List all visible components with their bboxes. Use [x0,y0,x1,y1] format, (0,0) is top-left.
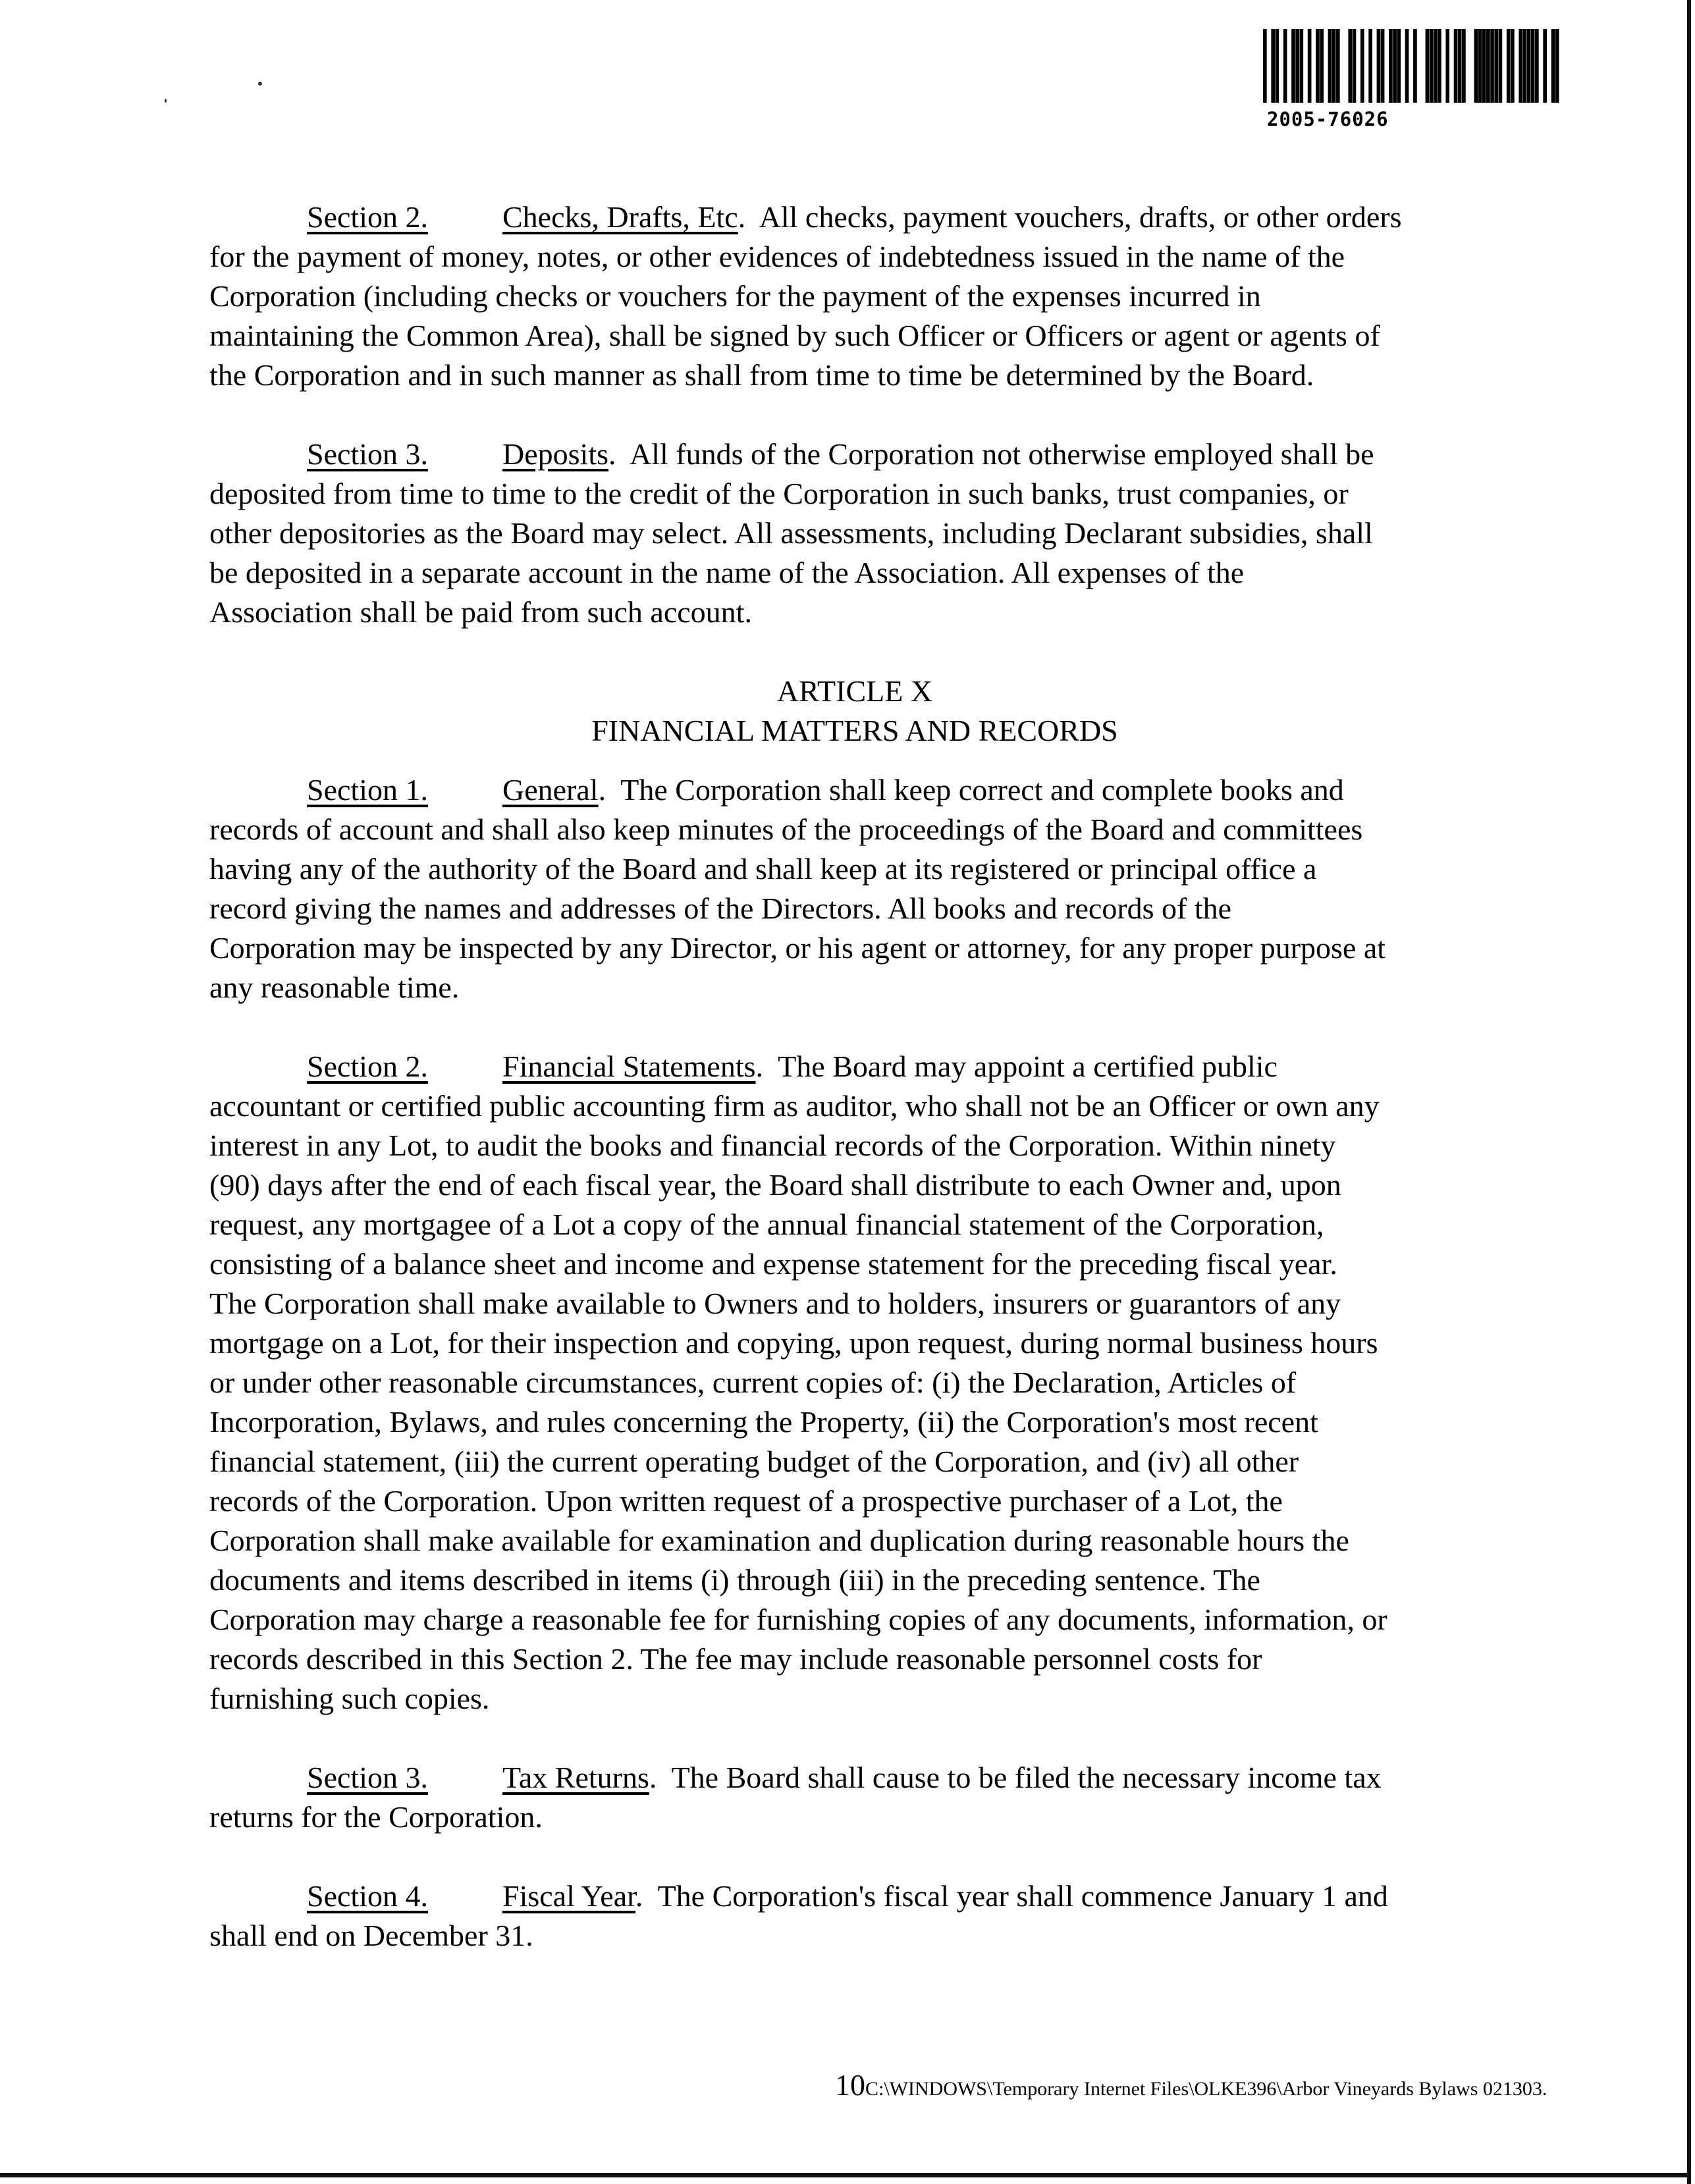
section-title: Checks, Drafts, Etc [502,200,738,234]
text-line: mortgage on a Lot, for their inspection and copying, upon request, during normal business hours [209,1326,1378,1360]
barcode-bar [1430,29,1434,103]
barcode-bar [1507,29,1511,103]
barcode-bar [1389,29,1393,103]
text-line: record giving the names and addresses of the Directors. All books and records of the [209,892,1232,925]
barcode-block [1263,29,1566,130]
section-title: Financial Statements [502,1050,756,1083]
text-line: The Corporation's fiscal year shall commence January 1 and [657,1879,1388,1913]
barcode-bar [1462,29,1466,103]
section-financial-statements [209,1047,1500,1718]
barcode-bar [1381,29,1385,103]
text-line: records of account and shall also keep minutes of the proceedings of the Board and committees [209,812,1363,846]
barcode [1263,29,1559,103]
document-number: 2005-76026 [1267,108,1389,130]
article-number: ARTICLE X [776,674,933,708]
article-title: FINANCIAL MATTERS AND RECORDS [591,714,1118,747]
section-tax-returns [209,1758,1500,1837]
section-label: Section 1. [307,773,428,807]
barcode-bar [1490,29,1494,103]
barcode-bar [1438,29,1441,103]
barcode-bar [1523,29,1527,103]
barcode-bar [1316,29,1320,103]
text-line: All funds of the Corporation not otherwise employed shall be [629,437,1374,471]
section-title: Deposits [502,437,608,471]
text-line: The Corporation shall make available to Owners and to holders, insurers or guarantors of any [209,1287,1341,1320]
section-fiscal-year [209,1877,1500,1956]
barcode-bar [1368,29,1372,103]
barcode-bar [1393,29,1397,103]
barcode-bar [1482,29,1486,103]
barcode-bar [1397,29,1401,103]
barcode-bar [1377,29,1381,103]
section-label: Section 3. [307,1761,428,1794]
barcode-bar [1486,29,1490,103]
text-line: or under other reasonable circumstances, current copies of: (i) the Declaration, Articles of [209,1366,1297,1399]
barcode-bar [1454,29,1458,103]
barcode-bar [1299,29,1303,103]
article-heading [209,672,1500,751]
section-label: Section 2. [307,1050,428,1083]
barcode-bar [1511,29,1515,103]
barcode-bar [1494,29,1498,103]
text-line: The Corporation shall keep correct and complete books and [620,773,1344,807]
section-general [209,770,1500,1007]
text-line: deposited from time to time to the credit of the Corporation in such banks, trust companies, or [209,477,1349,510]
text-line: financial statement, (iii) the current operating budget of the Corporation, and (iv) all other [209,1445,1299,1478]
barcode-bar [1320,29,1324,103]
barcode-bar [1328,29,1332,103]
barcode-bar [1271,29,1275,103]
section-title: General [502,773,599,807]
barcode-bar [1348,29,1352,103]
text-line: other depositories as the Board may select. All assessments, including Declarant subsidies, shall [209,516,1373,550]
scan-border-right [1687,0,1691,2184]
barcode-bar [1555,29,1559,103]
section-first-line: Section 1. General. The Corporation shall keep correct and complete books and [209,770,1500,810]
barcode-bar [1499,29,1503,103]
text-line: for the payment of money, notes, or other evidences of indebtedness issued in the name of the [209,240,1345,273]
barcode-bar [1263,29,1267,103]
section-title: Tax Returns [502,1761,649,1794]
barcode-bar [1295,29,1299,103]
barcode-bar [1445,29,1449,103]
section-checks-drafts [209,198,1500,395]
file-path: C:\WINDOWS\Temporary Internet Files\OLKE396\Arbor Vineyards Bylaws 021303. [865,2078,1547,2100]
text-line: shall end on December 31. [209,1919,533,1952]
text-line: Corporation shall make available for examination and duplication during reasonable hours the [209,1524,1349,1557]
barcode-bar [1543,29,1547,103]
page-number: 10 [835,2068,865,2102]
scan-speck [165,99,167,103]
barcode-bar [1478,29,1482,103]
barcode-bar [1360,29,1364,103]
text-line: Corporation may be inspected by any Director, or his agent or attorney, for any proper purpose at [209,931,1386,965]
text-line: interest in any Lot, to audit the books and financial records of the Corporation. Within ninety [209,1129,1336,1162]
text-line: Corporation may charge a reasonable fee for furnishing copies of any documents, information, or [209,1603,1387,1636]
text-line: returns for the Corporation. [209,1800,543,1834]
barcode-bar [1353,29,1357,103]
barcode-bar [1458,29,1462,103]
barcode-bar [1474,29,1478,103]
barcode-bar [1291,29,1295,103]
text-line: The Board may appoint a certified public [778,1050,1278,1083]
section-deposits [209,435,1500,632]
text-line: documents and items described in items (i) through (iii) in the preceding sentence. The [209,1563,1260,1597]
text-line: accountant or certified public accounting firm as auditor, who shall not be an Officer or own any [209,1089,1380,1123]
text-line: Incorporation, Bylaws, and rules concerning the Property, (ii) the Corporation's most recent [209,1405,1318,1439]
text-line: request, any mortgagee of a Lot a copy of the annual financial statement of the Corporation, [209,1208,1324,1241]
barcode-bar [1275,29,1279,103]
barcode-bar [1531,29,1535,103]
section-label: Section 2. [307,200,428,234]
barcode-bar [1332,29,1336,103]
text-line: any reasonable time. [209,971,460,1004]
text-line: All checks, payment vouchers, drafts, or other orders [759,200,1402,234]
text-line: records described in this Section 2. The fee may include reasonable personnel costs for [209,1642,1262,1676]
barcode-bar [1283,29,1287,103]
section-label: Section 4. [307,1879,428,1913]
barcode-bar [1308,29,1312,103]
barcode-bar [1405,29,1409,103]
section-first-line: Section 3. Tax Returns. The Board shall cause to be filed the necessary income tax [209,1758,1500,1798]
barcode-bar [1527,29,1531,103]
text-line: consisting of a balance sheet and income and expense statement for the preceding fiscal year. [209,1247,1337,1281]
scan-border-bottom [0,2173,1691,2177]
barcode-bar [1336,29,1340,103]
barcode-bar [1434,29,1438,103]
barcode-bar [1426,29,1430,103]
barcode-bar [1551,29,1555,103]
section-title: Fiscal Year [502,1879,635,1913]
section-first-line: Section 2. Financial Statements. The Board may appoint a certified public [209,1047,1500,1086]
document-body [209,198,1500,1995]
text-line: The Board shall cause to be filed the necessary income tax [671,1761,1382,1794]
text-line: be deposited in a separate account in the name of the Association. All expenses of the [209,556,1245,589]
text-line: the Corporation and in such manner as shall from time to time be determined by the Board. [209,358,1314,392]
page-footer [835,2067,1547,2102]
barcode-bar [1519,29,1522,103]
barcode-bar [1413,29,1417,103]
text-line: having any of the authority of the Board and shall keep at its registered or principal office a [209,852,1317,886]
section-first-line: Section 4. Fiscal Year. The Corporation's fiscal year shall commence January 1 and [209,1877,1500,1916]
section-first-line: Section 2. Checks, Drafts, Etc. All checks, payment vouchers, drafts, or other orders [209,198,1500,237]
section-label: Section 3. [307,437,428,471]
text-line: Association shall be paid from such account. [209,595,752,629]
text-line: (90) days after the end of each fiscal year, the Board shall distribute to each Owner and, upon [209,1168,1341,1202]
barcode-bar [1535,29,1539,103]
text-line: Corporation (including checks or vouchers for the payment of the expenses incurred in [209,279,1261,313]
section-first-line: Section 3. Deposits. All funds of the Corporation not otherwise employed shall be [209,435,1500,474]
text-line: maintaining the Common Area), shall be signed by such Officer or Officers or agent or agents of [209,319,1380,352]
scan-speck [258,82,262,86]
text-line: records of the Corporation. Upon written request of a prospective purchaser of a Lot, the [209,1484,1283,1518]
text-line: furnishing such copies. [209,1682,490,1715]
